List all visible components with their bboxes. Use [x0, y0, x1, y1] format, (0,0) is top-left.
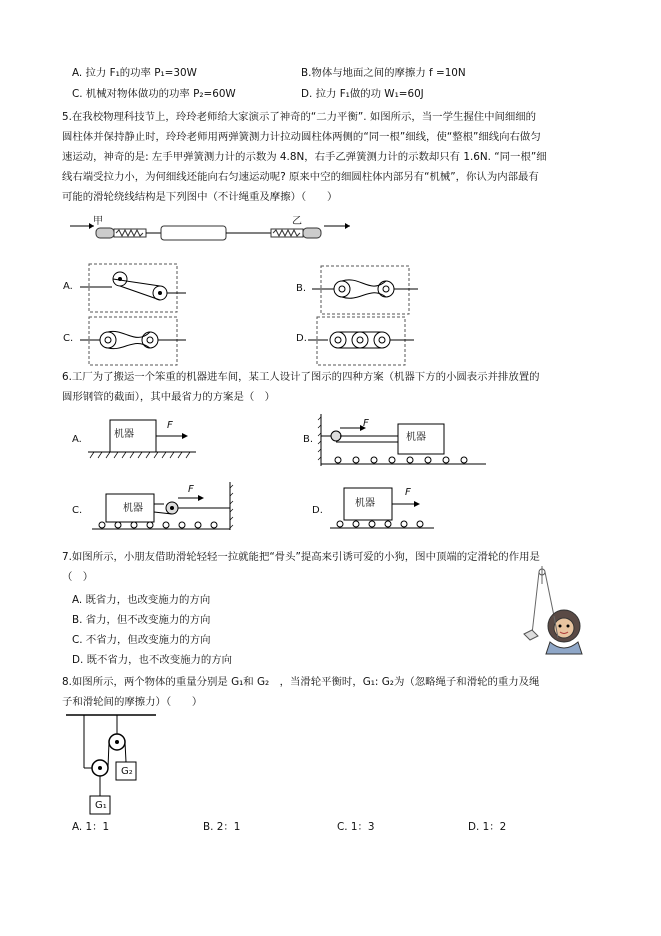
- q4-option-d[interactable]: D. 拉力 F₁做的功 W₁=60J: [301, 88, 424, 100]
- q6-option-a-diagram[interactable]: [88, 418, 198, 462]
- q6-c-machine: 机器: [123, 503, 143, 514]
- q5-stem-line-5: 可能的滑轮绕线结构是下列图中（不计绳重及摩擦）（ ）: [62, 191, 338, 203]
- q7-stem-line-2: （ ）: [62, 571, 94, 583]
- q6-option-b-diagram[interactable]: [318, 414, 488, 468]
- q6-d-force: F: [405, 487, 411, 498]
- q7-option-c[interactable]: C. 不省力，但改变施力的方向: [72, 634, 211, 646]
- q7-child-pulley-illustration: [514, 564, 590, 656]
- q5-option-b-label[interactable]: B.: [296, 283, 307, 294]
- q7-option-d[interactable]: D. 既不省力，也不改变施力的方向: [72, 654, 233, 666]
- q5-label-jia: 甲: [93, 216, 103, 227]
- q8-option-a[interactable]: A. 1：1: [72, 821, 110, 833]
- q6-option-c-diagram[interactable]: [92, 482, 242, 532]
- q5-label-yi: 乙: [292, 216, 302, 227]
- q4-option-b[interactable]: B.物体与地面之间的摩擦力 f =10N: [301, 67, 466, 79]
- q6-b-force: F: [363, 418, 369, 429]
- q4-option-a[interactable]: A. 拉力 F₁的功率 P₁=30W: [72, 67, 197, 79]
- q8-option-d[interactable]: D. 1：2: [468, 821, 507, 833]
- q5-stem-line-1: 5.在我校物理科技节上，玲玲老师给大家演示了神奇的“二力平衡”. 如图所示，当一学生握住中间细细的: [62, 111, 537, 123]
- q5-option-c-label[interactable]: C.: [63, 333, 74, 344]
- q6-d-machine: 机器: [355, 498, 375, 509]
- q8-g2-label: G₂: [121, 766, 133, 777]
- q5-option-d-label[interactable]: D.: [296, 333, 307, 344]
- q6-a-force: F: [167, 420, 173, 431]
- q8-pulley-diagram: [62, 712, 162, 816]
- q5-stem-line-3: 速运动，神奇的是: 左手甲弹簧测力计的示数为 4.8N，右手乙弹簧测力计的示数却只有 1.6N. “同一根”细: [62, 151, 547, 163]
- q7-option-b[interactable]: B. 省力，但不改变施力的方向: [72, 614, 211, 626]
- q7-stem-line-1: 7.如图所示，小朋友借助滑轮轻轻一拉就能把“骨头”提高来引诱可爱的小狗，图中顶端的定滑轮的作用是: [62, 551, 540, 563]
- q5-option-b-diagram[interactable]: [320, 265, 410, 317]
- q7-option-a[interactable]: A. 既省力，也改变施力的方向: [72, 594, 211, 606]
- q8-option-b[interactable]: B. 2：1: [203, 821, 241, 833]
- q6-option-c-label[interactable]: C.: [72, 505, 83, 516]
- q5-stem-line-4: 线右端受拉力小，为何细线还能向右匀速运动呢? 原来中空的细圆柱体内部另有“机械”，你认为内部最有: [62, 171, 539, 183]
- q6-c-force: F: [188, 484, 194, 495]
- q8-stem-line-1: 8.如图所示，两个物体的重量分别是 G₁和 G₂ ，当滑轮平衡时，G₁: G₂为（忽略绳子和滑轮的重力及绳: [62, 676, 540, 688]
- q5-option-a-diagram[interactable]: [88, 263, 178, 315]
- q5-spring-scale-figure: [66, 216, 356, 250]
- q6-stem-line-2: 圆形钢管的截面），其中最省力的方案是（ ）: [62, 391, 276, 403]
- q6-option-a-label[interactable]: A.: [72, 434, 82, 445]
- q8-option-c[interactable]: C. 1：3: [337, 821, 375, 833]
- q6-a-machine: 机器: [114, 429, 134, 440]
- q5-option-a-label[interactable]: A.: [63, 281, 73, 292]
- q6-option-d-diagram[interactable]: [328, 486, 438, 532]
- q6-option-b-label[interactable]: B.: [303, 434, 314, 445]
- q6-b-machine: 机器: [406, 432, 426, 443]
- q4-option-c[interactable]: C. 机械对物体做功的功率 P₂=60W: [72, 88, 236, 100]
- q6-option-d-label[interactable]: D.: [312, 505, 323, 516]
- q8-stem-line-2: 子和滑轮间的摩擦力）（ ）: [62, 696, 203, 708]
- q5-option-d-diagram[interactable]: [316, 316, 406, 368]
- q5-stem-line-2: 圆柱体并保持静止时，玲玲老师用两弹簧测力计拉动圆柱体两侧的“同一根”细线，使“整根”细线向右做匀: [62, 131, 541, 143]
- q6-stem-line-1: 6.工厂为了搬运一个笨重的机器进车间，某工人设计了图示的四种方案（机器下方的小圆表示并排放置的: [62, 371, 540, 383]
- q8-g1-label: G₁: [95, 800, 107, 811]
- q5-option-c-diagram[interactable]: [88, 316, 178, 368]
